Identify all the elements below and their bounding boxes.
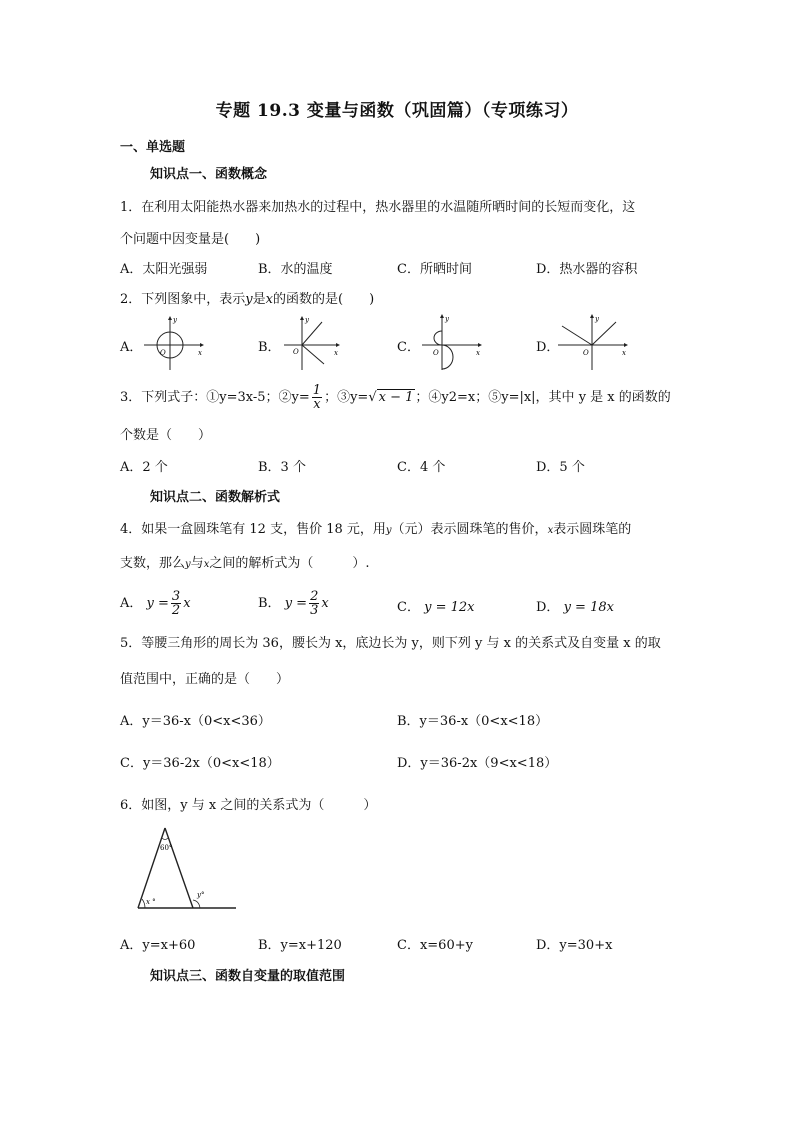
q4-b-var: x — [321, 596, 329, 611]
q3-line1: 3．下列式子：①y=3x-5；②y= $\frac{1}{x}$ ；③y=√ x − 1 ；④y2=x；⑤y=|x|，其中 y 是 x 的函数的 — [120, 383, 671, 412]
q1-option-c: C．所晒时间 — [397, 262, 472, 277]
q3-frac-den: x — [313, 397, 321, 412]
knowledge-point-2: 知识点二、函数解析式 — [150, 490, 281, 505]
q4-d-label: D． — [536, 600, 560, 615]
q6-option-d: D．y=30+x — [536, 938, 613, 953]
q1-line1: 1．在利用太阳能热水器来加热水的过程中，热水器里的水温随所晒时间的长短而变化，这 — [120, 200, 636, 215]
q2-text-c: 的函数的是( ) — [273, 292, 375, 307]
q3-frac-num: 1 — [312, 383, 322, 398]
q1-option-a: A．太阳光强弱 — [120, 262, 208, 277]
q3-option-c: C．4 个 — [397, 460, 446, 475]
q6-option-c: C．x=60+y — [397, 938, 473, 953]
q4-var-y: y — [385, 525, 392, 536]
q2b-axis-x: x — [334, 349, 338, 357]
knowledge-point-3: 知识点三、函数自变量的取值范围 — [150, 969, 346, 984]
q2-option-a-label: A． — [120, 340, 143, 355]
q4-line2-var-y: y — [185, 559, 191, 570]
q2-var-x: x — [265, 292, 273, 307]
q4-a-var: x — [183, 596, 191, 611]
q4-b-den: 3 — [310, 603, 319, 618]
q4-line2-b: 与 — [190, 556, 204, 571]
q2c-axis-y: y — [445, 315, 449, 323]
q2b-origin: O — [293, 348, 299, 356]
q4-b-fraction — [309, 590, 319, 617]
q6-triangle-figure — [132, 826, 240, 914]
q2-option-c-label: C． — [397, 340, 420, 355]
q2-graph-b-rays — [282, 314, 342, 372]
q5-line2: 值范围中，正确的是（ ） — [120, 672, 290, 687]
q6-angle-y: y° — [197, 891, 205, 899]
q4-d-expr: y = 18x — [563, 600, 614, 615]
q4-line1-a: 4．如果一盒圆珠笔有 12 支，售价 18 元，用 — [120, 522, 386, 537]
q2b-axis-y: y — [305, 316, 309, 324]
q4-line1-c: 表示圆珠笔的 — [553, 522, 632, 537]
q6-angle-x: x ° — [146, 898, 156, 906]
q2-text-b: 是 — [252, 292, 266, 307]
q2-text-a: 2．下列图象中，表示 — [120, 292, 246, 307]
q2a-axis-x: x — [198, 349, 202, 357]
q5-option-d: D．y＝36-2x（9<x<18） — [397, 756, 558, 771]
q4-a-label: A． — [120, 596, 143, 611]
q2-graph-c-semicircles — [420, 314, 484, 372]
q4-line2-a: 支数，那么 — [120, 556, 186, 571]
q2c-axis-x: x — [476, 349, 480, 357]
q4-line2 — [120, 552, 369, 571]
q4-b-num: 2 — [310, 589, 319, 604]
q2-graph-d-v-shape — [556, 314, 630, 372]
q3-option-a: A．2 个 — [120, 460, 168, 475]
q6-option-b: B．y=x+120 — [258, 938, 342, 953]
q6-angle-60: 60° — [160, 844, 173, 852]
q3-sqrt-body: x − 1 — [378, 390, 414, 405]
q2d-origin: O — [583, 349, 589, 357]
q4-c-label: C． — [397, 600, 420, 615]
q4-a-den: 2 — [171, 603, 181, 618]
q6-option-a: A．y=x+60 — [120, 938, 196, 953]
q4-option-d — [536, 596, 614, 615]
q3-suffix: ；④y2=x；⑤y=|x|，其中 y 是 x 的函数的 — [415, 390, 671, 405]
q4-b-label: B． — [258, 596, 281, 611]
q4-a-num: 3 — [171, 589, 181, 604]
q3-fraction — [312, 384, 322, 411]
q3-mid: ；③y= — [324, 390, 369, 405]
knowledge-point-1: 知识点一、函数概念 — [150, 167, 268, 182]
q4-option-b — [258, 590, 329, 617]
q5-option-c: C．y＝36-2x（0<x<18） — [120, 756, 280, 771]
document-title: 专题 19.3 变量与函数（巩固篇）（专项练习） — [215, 101, 579, 121]
q2-option-d-label: D． — [536, 340, 560, 355]
q3-option-b: B．3 个 — [258, 460, 306, 475]
q4-line2-var-x: x — [203, 559, 210, 570]
q2-option-b-label: B． — [258, 340, 281, 355]
q2a-origin: O — [160, 349, 166, 357]
section-heading: 一、单选题 — [120, 140, 186, 155]
q1-line2: 个问题中因变量是( ) — [120, 232, 261, 247]
q4-a-fraction — [171, 590, 181, 617]
q2d-axis-x: x — [622, 349, 626, 357]
q2-stem — [120, 288, 374, 307]
q1-option-b: B．水的温度 — [258, 262, 333, 277]
q3-line2: 个数是（ ） — [120, 428, 212, 443]
q4-b-lhs: y = — [284, 596, 308, 611]
q5-option-a: A．y＝36-x（0<x<36） — [120, 714, 271, 729]
q2c-origin: O — [433, 349, 439, 357]
q4-option-a — [120, 590, 191, 617]
q2-var-y: y — [245, 292, 253, 307]
q5-option-b: B．y＝36-x（0<x<18） — [397, 714, 549, 729]
q4-a-lhs: y = — [146, 596, 169, 611]
q3-prefix: 3．下列式子：①y=3x-5；②y= — [120, 390, 310, 405]
q3-option-d: D．5 个 — [536, 460, 585, 475]
q4-line2-c: 之间的解析式为（ ）. — [209, 556, 370, 571]
q4-line1 — [120, 518, 631, 537]
q4-option-c — [397, 596, 474, 615]
q2a-axis-y: y — [173, 316, 177, 324]
q1-option-d: D．热水器的容积 — [536, 262, 638, 277]
q4-line1-b: （元）表示圆珠笔的售价， — [391, 522, 548, 537]
q5-line1: 5．等腰三角形的周长为 36，腰长为 x，底边长为 y，则下列 y 与 x 的关系式及自变量 x 的取 — [120, 636, 661, 651]
q4-c-expr: y = 12x — [424, 600, 475, 615]
q2-graph-a-circle — [140, 314, 206, 372]
q4-var-x: x — [547, 525, 554, 536]
q6-line1: 6．如图，y 与 x 之间的关系式为（ ） — [120, 798, 377, 813]
q2d-axis-y: y — [595, 315, 599, 323]
